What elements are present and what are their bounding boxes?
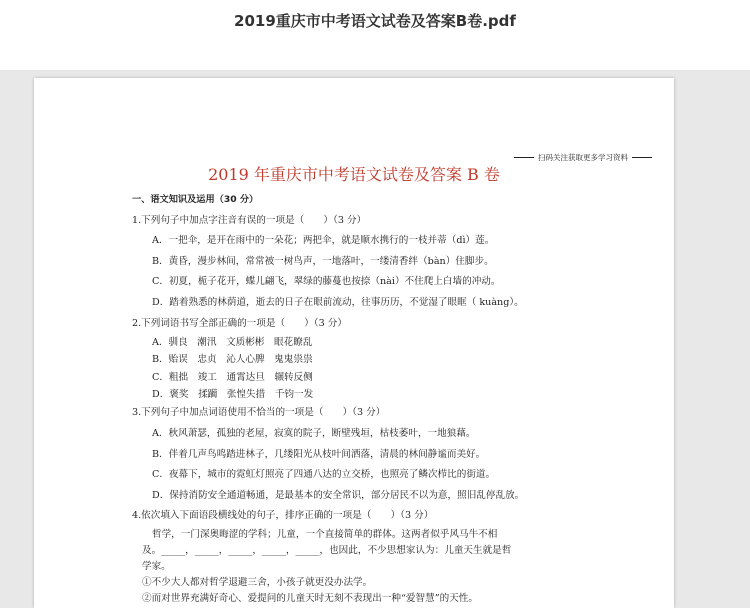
question-1-option-c: C．初夏，栀子花开，蝶儿翩飞，翠绿的藤蔓也按捺（nài）不住爬上白墙的冲动。 xyxy=(152,276,501,288)
banner-rule-right xyxy=(632,157,652,158)
question-3-option-d: D．保持消防安全通道畅通，是最基本的安全常识，部分居民不以为意，照旧乱停乱放。 xyxy=(152,489,525,501)
exam-content xyxy=(132,190,622,607)
question-4-passage-line-3: 学家。 xyxy=(142,560,171,572)
question-4-item-1: ①不少大人都对哲学退避三舍，小孩子就更没办法学。 xyxy=(142,576,373,588)
question-1-option-b: B．黄昏，漫步林间，常常被一树鸟声，一地落叶，一缕清香绊（bàn）住脚步。 xyxy=(152,255,494,267)
question-2-option-a: A．驯良 潮汛 文质彬彬 眼花瞭乱 xyxy=(152,337,313,349)
question-2-stem: 2.下列词语书写全部正确的一项是（ ）（3 分） xyxy=(132,317,347,329)
question-1-option-d: D．踏着熟悉的林荫道，逝去的日子在眼前流动，往事历历，不觉湿了眼眶（ kuàng）。 xyxy=(152,296,524,308)
question-3-option-c: C．夜幕下，城市的霓虹灯照亮了四通八达的立交桥，也照亮了鳞次栉比的街道。 xyxy=(152,469,496,481)
question-1-stem: 1.下列句子中加点字注音有误的一项是（ ）（3 分） xyxy=(132,214,367,226)
question-2-option-d: D．褒奖 揉躏 张惶失措 千钧一发 xyxy=(152,389,314,401)
banner-text: 扫码关注获取更多学习资料 xyxy=(538,153,628,162)
question-4-passage-line-1: 哲学，一门深奥晦涩的学科；儿童，一个直接简单的群体。这两者似乎风马牛不相 xyxy=(152,528,498,540)
section-heading: 一、语文知识及运用（30 分） xyxy=(132,194,259,205)
banner-rule-left xyxy=(514,157,534,158)
paper-title: 2019 年重庆市中考语文试卷及答案 B 卷 xyxy=(208,165,500,184)
question-4-item-2: ②而对世界充满好奇心、爱提问的儿童天时无刻不表现出一种“爱智慧”的天性。 xyxy=(142,592,478,604)
document-title: 2019重庆市中考语文试卷及答案B卷.pdf xyxy=(234,12,516,30)
question-4-passage-line-2: 及。_____，_____，_____，_____，_____，也因此，不少思想家认为：儿童天生就是哲 xyxy=(142,544,512,556)
question-3-option-a: A．秋风萧瑟，孤独的老屋，寂寞的院子，断壁残垣，枯枝萎叶，一地狼藉。 xyxy=(152,427,476,439)
viewer-header xyxy=(0,0,750,70)
question-3-stem: 3.下列句子中加点词语使用不恰当的一项是（ ）（3 分） xyxy=(132,407,386,419)
question-2-option-c: C．粗拙 竣工 通霄达旦 辗转反侧 xyxy=(152,371,313,383)
pdf-page xyxy=(34,78,674,608)
question-3-option-b: B．伴着几声鸟鸣踏进林子，几缕阳光从枝叶间洒落，清晨的林间静谧而美好。 xyxy=(152,448,486,460)
question-2-option-b: B．贻误 忠贞 沁人心脾 鬼鬼祟祟 xyxy=(152,354,313,366)
question-4-stem: 4.依次填入下面语段横线处的句子，排序正确的一项是（ ）（3 分） xyxy=(132,510,434,522)
question-1-option-a: A．一把伞，是开在雨中的一朵花；两把伞，就是顺水携行的一枝并蒂（dì）莲。 xyxy=(152,235,495,247)
